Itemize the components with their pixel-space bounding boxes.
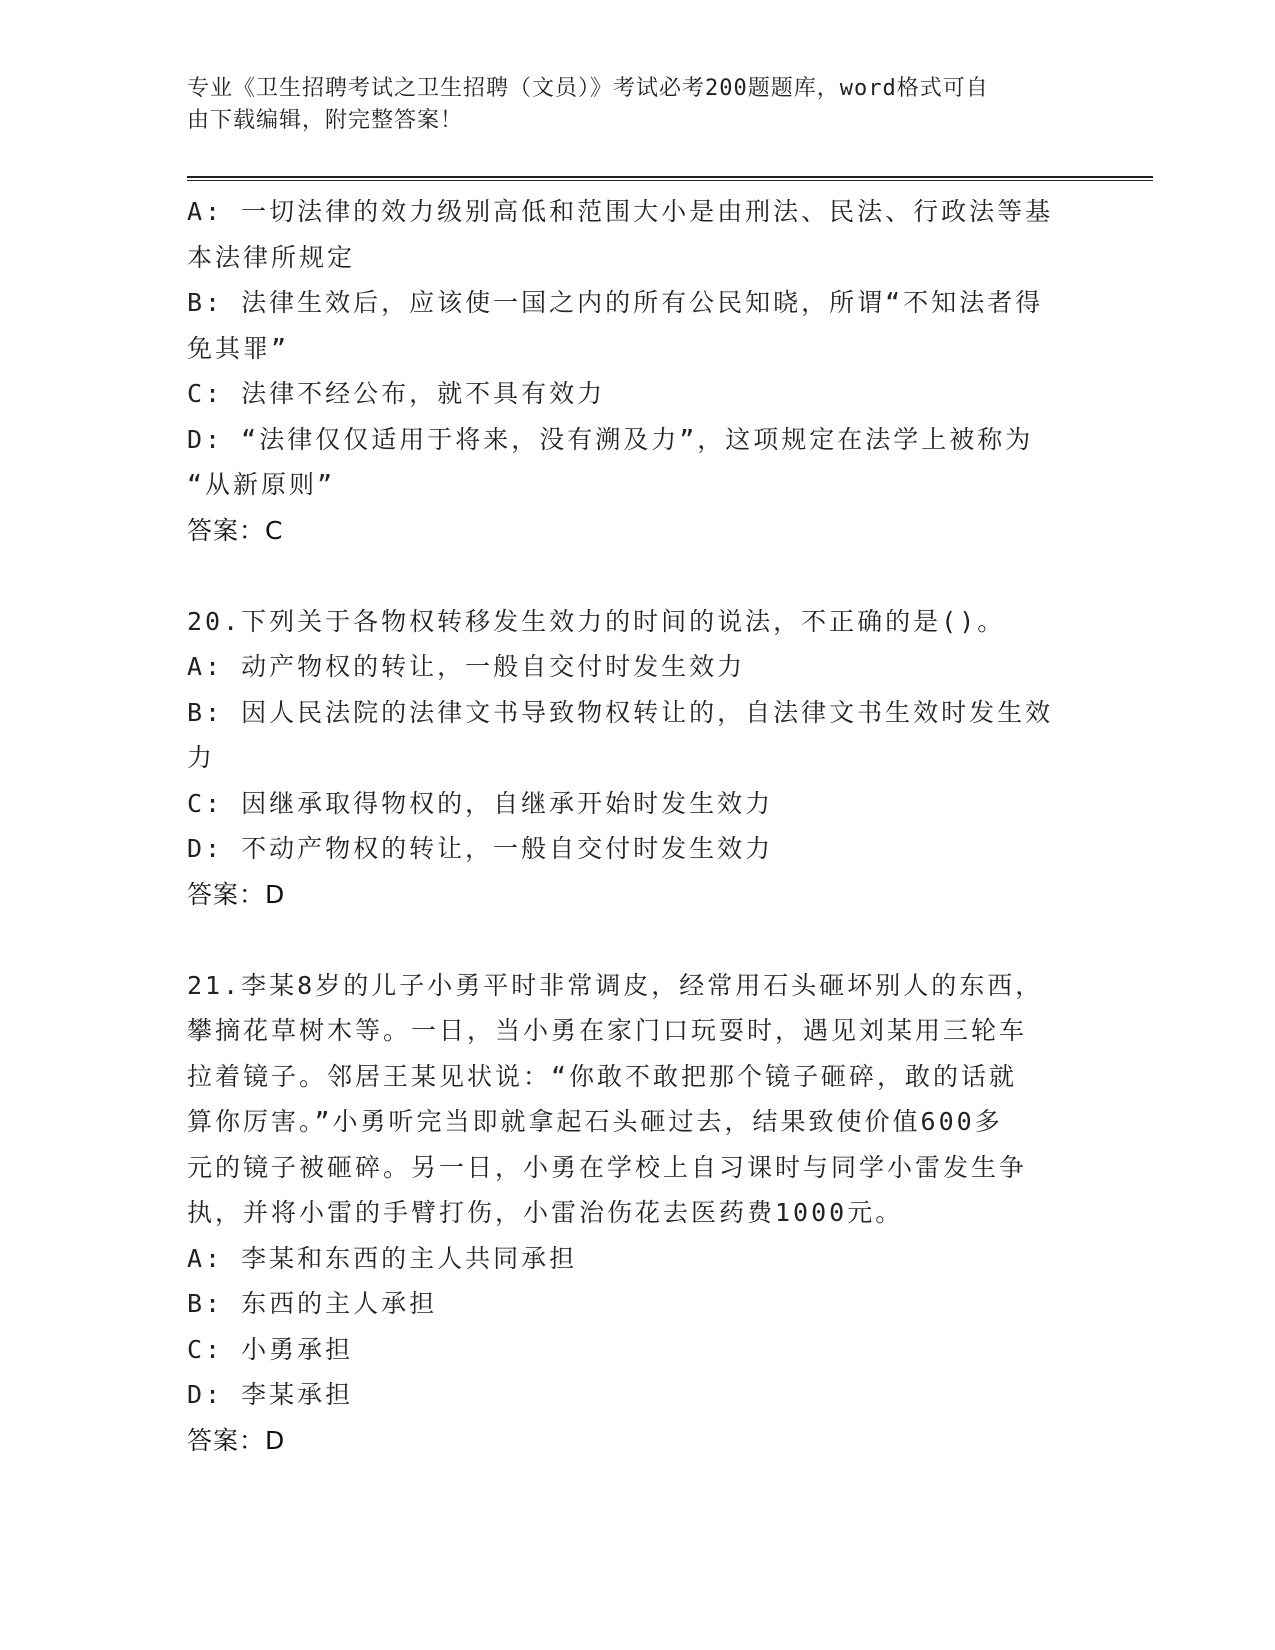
header-divider: [187, 176, 1153, 181]
answer-line: 答案：C: [187, 515, 284, 545]
answer-line: 答案：D: [187, 879, 286, 909]
question-stem-line-4: 算你厉害。”小勇听完当即就拿起石头砸过去，结果致使价值600多: [187, 1107, 1003, 1136]
question-20: [187, 599, 1087, 918]
option-a-line-2: 本法律所规定: [187, 242, 356, 272]
option-a-line-1: A: 一切法律的效力级别高低和范围大小是由刑法、民法、行政法等基: [187, 197, 1054, 226]
option-a-line-1: A: 动产物权的转让，一般自交付时发生效力: [187, 652, 746, 681]
question-stem-line-6: 执，并将小雷的手臂打伤，小雷治伤花去医药费1000元。: [187, 1198, 904, 1227]
question-21: [187, 963, 1087, 1464]
option-d-line-1: D: 不动产物权的转让，一般自交付时发生效力: [187, 834, 774, 863]
question-list: [187, 189, 1087, 1463]
option-d-line-2: “从新原则”: [187, 470, 336, 499]
option-c-line-1: C: 法律不经公布，就不具有效力: [187, 379, 606, 408]
question-stem-line-5: 元的镜子被砸碎。另一日，小勇在学校上自习课时与同学小雷发生争: [187, 1152, 1028, 1182]
option-b-line-2: 力: [187, 743, 216, 772]
option-b-line-1: B: 东西的主人承担: [187, 1289, 438, 1318]
option-c-line-1: C: 小勇承担: [187, 1334, 354, 1364]
option-b-line-1: B: 法律生效后，应该使一国之内的所有公民知晓，所谓“不知法者得: [187, 288, 1044, 317]
option-a-line-1: A: 李某和东西的主人共同承担: [187, 1243, 578, 1273]
option-d-line-1: D: 李某承担: [187, 1380, 354, 1409]
option-b-line-1: B: 因人民法院的法律文书导致物权转让的，自法律文书生效时发生效: [187, 697, 1054, 727]
question-stem-line-1: 21.李某8岁的儿子小勇平时非常调皮，经常用石头砸坏别人的东西，: [187, 970, 1044, 1000]
option-c-line-1: C: 因继承取得物权的，自继承开始时发生效力: [187, 788, 774, 818]
header-title-line-2: 由下载编辑，附完整答案！: [187, 108, 464, 133]
question-19: [187, 189, 1087, 553]
option-d-line-1: D: “法律仅仅适用于将来，没有溯及力”，这项规定在法学上被称为: [187, 424, 1034, 454]
header-title-line-1: 专业《卫生招聘考试之卫生招聘（文员）》考试必考200题题库，word格式可自: [187, 76, 989, 101]
question-gap: [187, 553, 1087, 599]
option-b-line-2: 免其罪”: [187, 333, 290, 363]
answer-line: 答案：D: [187, 1425, 286, 1455]
question-stem-line-2: 攀摘花草树木等。一日，当小勇在家门口玩耍时，遇见刘某用三轮车: [187, 1016, 1028, 1045]
question-stem: 20.下列关于各物权转移发生效力的时间的说法，不正确的是()。: [187, 606, 1006, 636]
question-gap: [187, 917, 1087, 963]
question-stem-line-3: 拉着镜子。邻居王某见状说：“你敢不敢把那个镜子砸碎，敢的话就: [187, 1061, 1018, 1091]
document-header: [187, 73, 1067, 137]
